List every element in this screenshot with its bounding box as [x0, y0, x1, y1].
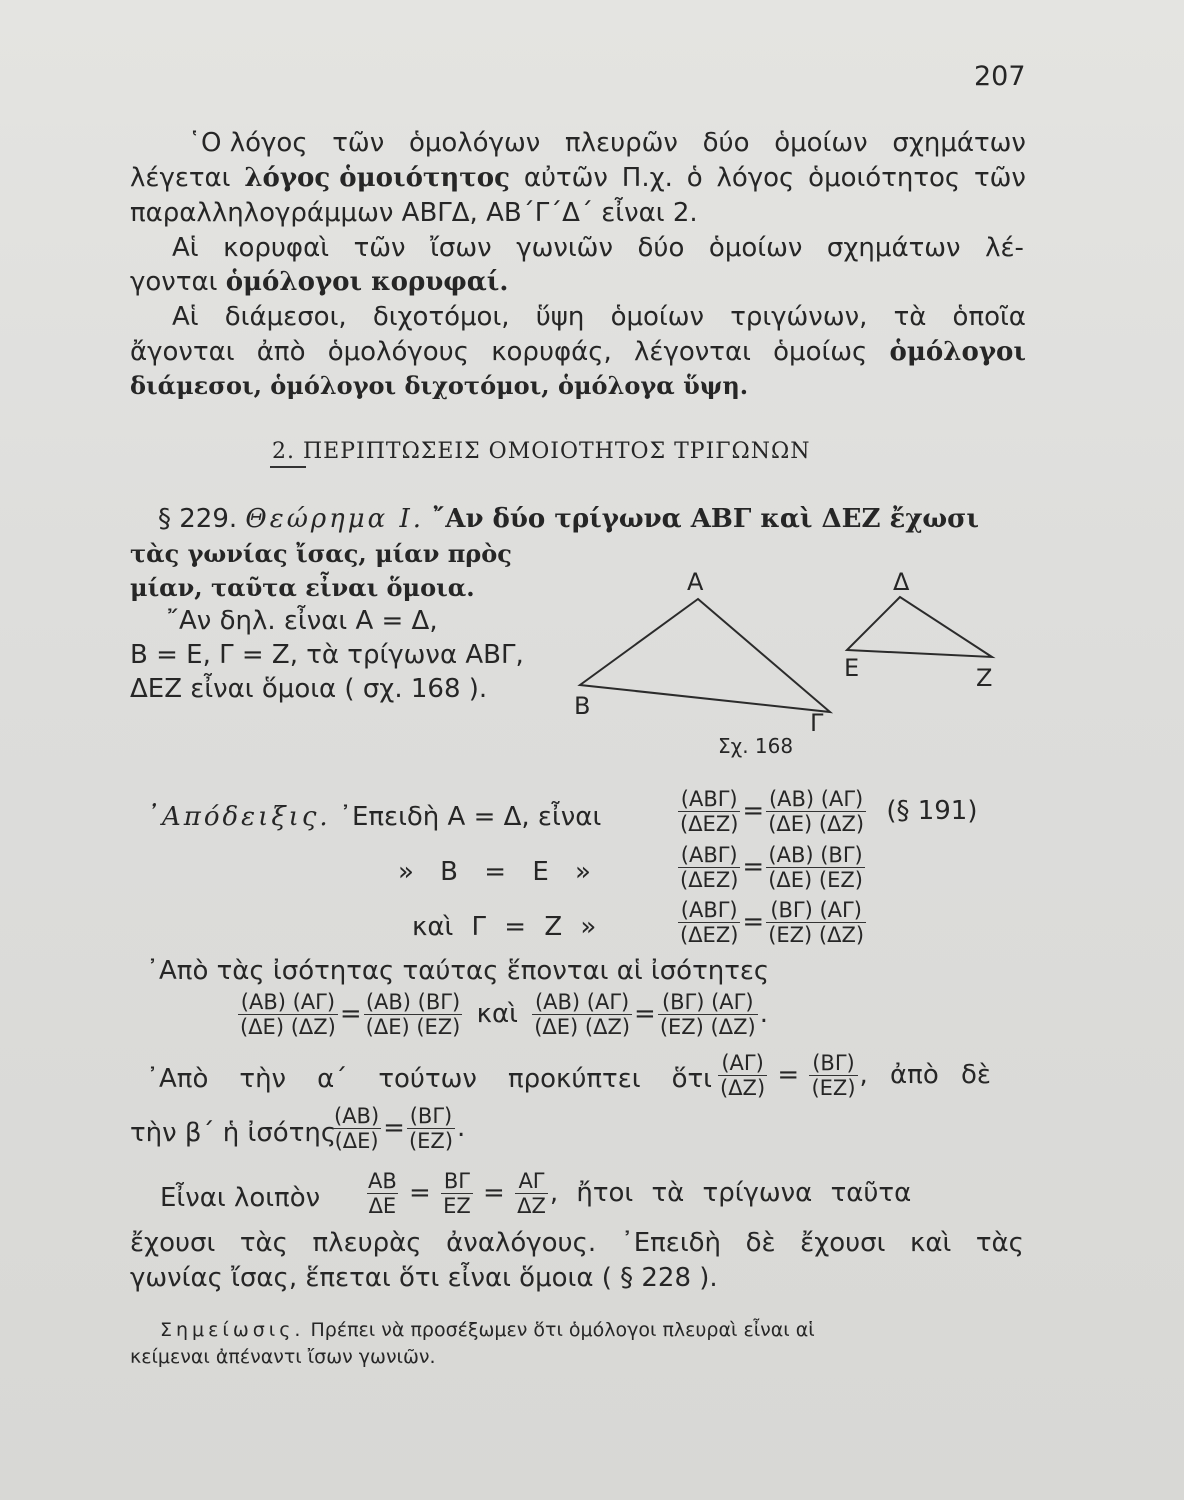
- proof-eq6: $\frac{(AB)}{(\Delta E)}$ = $\frac{(B\Gamma)}{(EZ)}$ .: [334, 1104, 466, 1153]
- proof-conclusion-prefix: Εἶναι λοιπὸν: [160, 1183, 321, 1213]
- proof-second: τὴν β΄ ἡ ἰσότης: [130, 1118, 337, 1148]
- theorem-body3: ΔΕΖ εἶναι ὅμοια ( σχ. 168 ).: [130, 674, 488, 704]
- proof-eq3: $\frac{\text{(ΑΒΓ)}}{\text{(ΔΕΖ)}}$ = $\frac{(B\Gamma) (A\Gamma)}{(EZ) (\Delta Z)}$: [680, 898, 865, 947]
- term-homologous-vertices: ὁμόλογοι κορυφαί.: [225, 267, 509, 297]
- para3-line2: ἄγονται ἀπὸ ὁμολόγους κορυφάς, λέγονται ὁμοίως ὁμόλογοι: [130, 337, 1026, 367]
- proof-line3: καὶ Γ = Ζ »: [412, 912, 597, 942]
- theorem-line1: § 229. Θεώρημα Ι. ῎Αν δύο τρίγωνα ΑΒΓ καὶ ΔΕΖ ἔχωσι: [158, 504, 979, 534]
- theorem-body2: Β = Ε, Γ = Ζ, τὰ τρίγωνα ΑΒΓ,: [130, 640, 524, 670]
- figure-caption: Σχ. 168: [718, 734, 794, 758]
- proof-conclusion-3: γωνίας ἴσας, ἕπεται ὅτι εἶναι ὅμοια ( § 228 ).: [130, 1263, 718, 1293]
- theorem-body1: ῎Αν δηλ. εἶναι Α = Δ,: [166, 606, 438, 636]
- triangle-abg: [580, 599, 830, 712]
- para3-line1: Αἱ διάμεσοι, διχοτόμοι, ὕψη ὁμοίων τριγώνων, τὰ ὁποῖα: [172, 302, 1026, 332]
- proof-line1: ᾿Απόδειξις. ᾿Επειδὴ Α = Δ, εἶναι: [146, 802, 602, 832]
- proof-label: ᾿Απόδειξις.: [146, 802, 331, 832]
- proof-eq5: $\frac{(A\Gamma)}{(\Delta Z)}$ = $\frac{(B\Gamma)}{(EZ)}$ , ἀπὸ δὲ: [720, 1051, 991, 1100]
- vertex-a-label: Α: [687, 568, 704, 596]
- theorem-line2: τὰς γωνίας ἴσας, μίαν πρὸς: [130, 539, 512, 568]
- ref-191: (§ 191): [886, 796, 978, 826]
- section-heading: 2. ΠΕΡΙΠΤΩΣΕΙΣ ΟΜΟΙΟΤΗΤΟΣ ΤΡΙΓΩΝΩΝ: [272, 439, 811, 464]
- note-label: Σημείωσις.: [160, 1319, 305, 1341]
- proof-eq2: $\frac{\text{(ΑΒΓ)}}{\text{(ΔΕΖ)}}$ = $\frac{(AB) (B\Gamma)}{(\Delta E) (EZ)}$: [680, 843, 863, 892]
- proof-eq7: $\frac{AB}{\Delta E}$ = $\frac{B\Gamma}{EZ}$ = $\frac{A\Gamma}{\Delta Z}$ , ἤτοι τὰ τρίγωνα ταῦτα: [368, 1169, 912, 1218]
- vertex-e-label: Ε: [844, 654, 860, 682]
- vertex-z-label: Ζ: [976, 664, 993, 692]
- para1-line3: παραλληλογράμμων ΑΒΓΔ, ΑΒ΄Γ΄Δ΄ εἶναι 2.: [130, 198, 698, 228]
- triangle-dez: [847, 597, 992, 657]
- proof-consequence: ᾿Απὸ τὰς ἰσότητας ταύτας ἕπονται αἱ ἰσότητες: [146, 956, 770, 986]
- para2-line2: γονται ὁμόλογοι κορυφαί.: [130, 267, 509, 297]
- para1-line2: λέγεται λόγος ὁμοιότητος αὐτῶν Π.χ. ὁ λόγος ὁμοιότητος τῶν: [130, 163, 1026, 193]
- vertex-d-label: Δ: [893, 568, 910, 596]
- theorem-number: § 229.: [158, 504, 238, 534]
- page-number: 207: [974, 61, 1026, 92]
- term-similarity-ratio: λόγος ὁμοιότητος: [244, 163, 510, 193]
- vertex-b-label: Β: [574, 692, 591, 720]
- figure-168: [560, 560, 1040, 760]
- note-line2: κείμεναι ἀπέναντι ἴσων γωνιῶν.: [130, 1346, 436, 1368]
- proof-eq4: $\frac{(AB) (A\Gamma)}{(\Delta E) (\Delta Z)}$ = $\frac{(AB) (B\Gamma)}{(\Delta E) (EZ)}$ καὶ $\frac{(AB) (A\Gamma)}{(\Delta E) (\Delta Z)}$ = $\frac{(B\Gamma) (A\Gamma)}{(EZ) (\Delta Z)}$ .: [240, 990, 768, 1039]
- heading-underline: [270, 466, 306, 468]
- proof-line2: » Β = Ε »: [398, 857, 591, 887]
- vertex-g-label: Γ: [810, 709, 824, 737]
- theorem-line3: μίαν, ταῦτα εἶναι ὅμοια.: [130, 573, 475, 602]
- para2-line1: Αἱ κορυφαὶ τῶν ἴσων γωνιῶν δύο ὁμοίων σχημάτων λέ-: [172, 233, 1024, 263]
- proof-conclusion-2: ἔχουσι τὰς πλευρὰς ἀναλόγους. ᾿Επειδὴ δὲ ἔχουσι καὶ τὰς: [130, 1228, 1024, 1258]
- para3-line3: διάμεσοι, ὁμόλογοι διχοτόμοι, ὁμόλογα ὕψη.: [130, 371, 749, 400]
- para1-line1: ῾Ο λόγος τῶν ὁμολόγων πλευρῶν δύο ὁμοίων σχημάτων: [188, 128, 1026, 158]
- proof-from-first: ᾿Απὸ τὴν α΄ τούτων προκύπτει ὅτι: [146, 1064, 712, 1094]
- theorem-name: Θεώρημα Ι.: [245, 504, 425, 534]
- proof-eq1: $\frac{\text{(ΑΒΓ)}}{\text{(ΔΕΖ)}}$ = $\frac{(AB) (A\Gamma)}{(\Delta E) (\Delta Z)}$ (§ 191): [680, 787, 978, 836]
- note-line1: Σημείωσις. Πρέπει νὰ προσέξωμεν ὅτι ὁμόλογοι πλευραὶ εἶναι αἱ: [160, 1319, 815, 1341]
